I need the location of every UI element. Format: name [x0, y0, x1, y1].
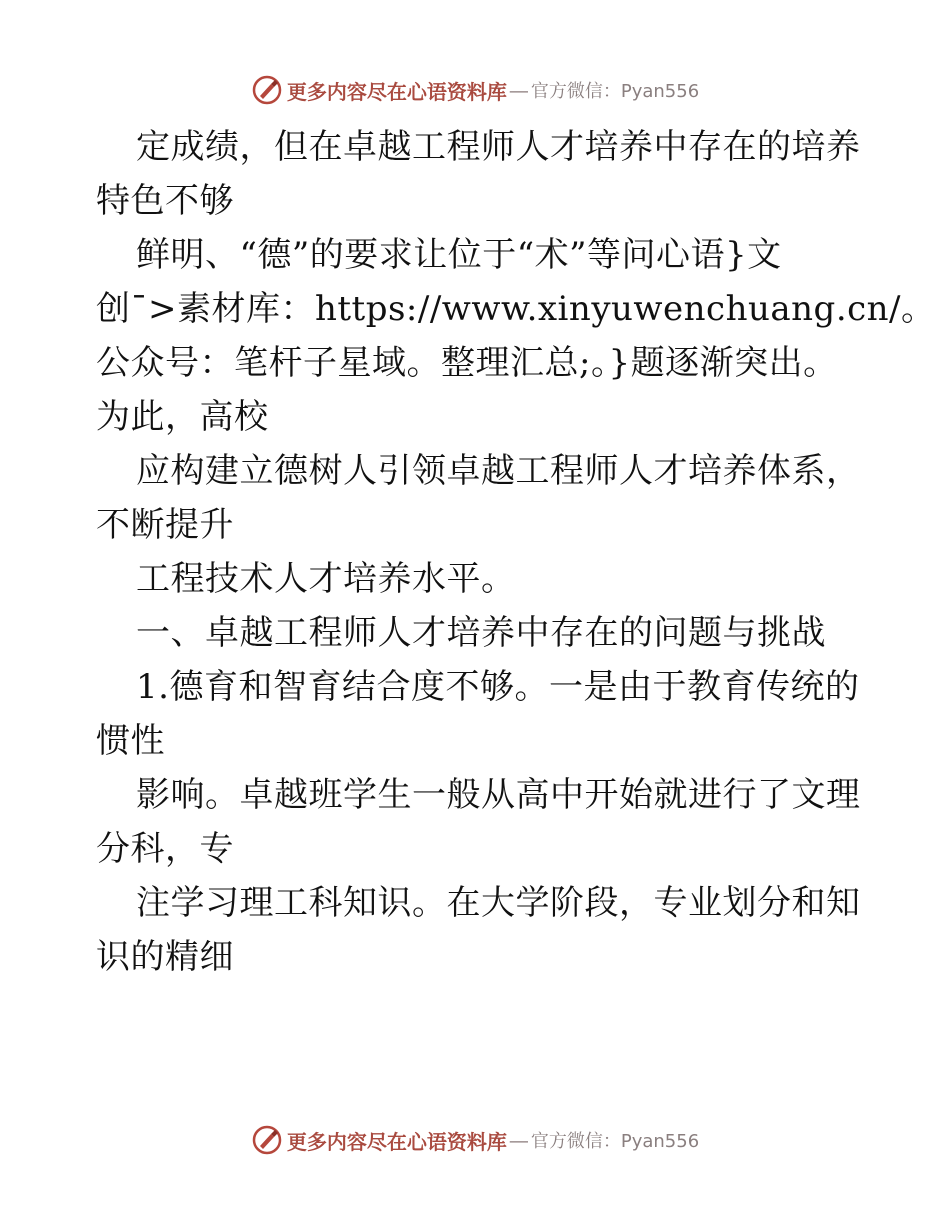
banner-wechat: 官方微信：Pyan556 — [530, 81, 700, 102]
body-line: 注学习理工科知识。在大学阶段，专业划分和知 — [136, 883, 861, 923]
body-line: 分科，专 — [96, 829, 234, 869]
body-line: 不断提升 — [96, 505, 234, 545]
body-line: 工程技术人才培养水平。 — [136, 559, 516, 599]
banner-dash: — — [508, 1128, 529, 1152]
section-heading: 一、卓越工程师人才培养中存在的问题与挑战 — [136, 613, 826, 653]
pen-logo-icon — [251, 74, 283, 106]
footer-banner — [0, 1120, 950, 1160]
body-line: 定成绩，但在卓越工程师人才培养中存在的培养 — [136, 127, 861, 167]
pen-logo-icon — [251, 1124, 283, 1156]
banner-dash: — — [508, 78, 529, 102]
body-line: 特色不够 — [96, 181, 234, 221]
body-line: 影响。卓越班学生一般从高中开始就进行了文理 — [136, 775, 861, 815]
body-line: 为此，高校 — [96, 397, 269, 437]
body-line: 应构建立德树人引领卓越工程师人才培养体系， — [136, 451, 861, 491]
header-banner — [0, 70, 950, 110]
body-line: 创¯>素材库：https://www.xinyuwenchuang.cn/。 — [96, 289, 936, 329]
banner-wechat: 官方微信：Pyan556 — [530, 1131, 700, 1152]
banner-title: 更多内容尽在心语资料库 — [286, 79, 507, 104]
body-line: 1.德育和智育结合度不够。一是由于教育传统的 — [136, 667, 860, 707]
body-line: 鲜明、“德”的要求让位于“术”等问心语}文 — [136, 235, 782, 275]
banner-title: 更多内容尽在心语资料库 — [286, 1129, 507, 1154]
body-line: 识的精细 — [96, 937, 234, 977]
body-line: 公众号：笔杆子星域。整理汇总;。}题逐渐突出。 — [96, 343, 838, 383]
body-line: 惯性 — [96, 721, 165, 761]
document-body — [96, 120, 936, 984]
